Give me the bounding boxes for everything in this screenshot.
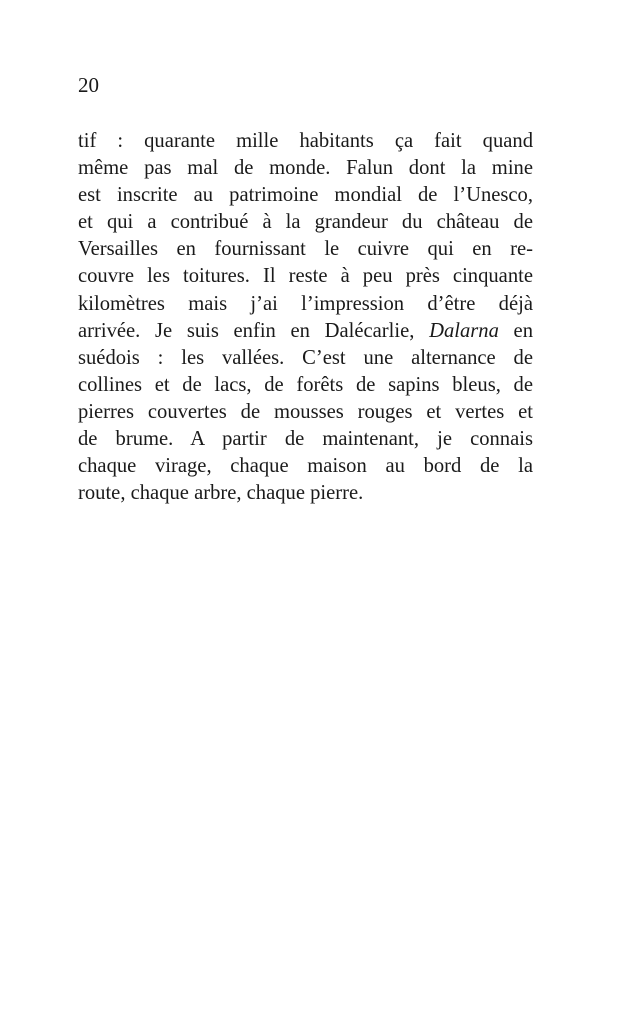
text-run: arrivée. Je suis enfin en Dalécarlie, bbox=[78, 319, 430, 342]
text-line bbox=[78, 318, 533, 345]
text-run: en bbox=[498, 319, 533, 342]
text-line: pierres couvertes de mousses rouges et vertes et bbox=[78, 400, 533, 423]
text-line: même pas mal de monde. Falun dont la mine bbox=[78, 157, 533, 180]
text-line: Versailles en fournissant le cuivre qui en re- bbox=[78, 238, 533, 261]
text-line: suédois : les vallées. C’est une alternance de bbox=[78, 346, 533, 369]
text-line: chaque virage, chaque maison au bord de la bbox=[78, 455, 533, 478]
italic-term: Dalarna bbox=[429, 319, 499, 342]
body-paragraph bbox=[78, 128, 533, 507]
text-line: de brume. A partir de maintenant, je connais bbox=[78, 428, 533, 451]
text-line: couvre les toitures. Il reste à peu près cinquante bbox=[78, 265, 533, 288]
text-line: kilomètres mais j’ai l’impression d’être déjà bbox=[78, 292, 533, 315]
page-number: 20 bbox=[78, 73, 99, 97]
text-line: collines et de lacs, de forêts de sapins bleus, de bbox=[78, 373, 533, 396]
text-line: et qui a contribué à la grandeur du château de bbox=[78, 211, 533, 234]
text-line: tif : quarante mille habitants ça fait quand bbox=[78, 130, 533, 152]
text-line: est inscrite au patrimoine mondial de l’Unesco, bbox=[78, 184, 533, 207]
text-line: route, chaque arbre, chaque pierre. bbox=[78, 482, 364, 505]
